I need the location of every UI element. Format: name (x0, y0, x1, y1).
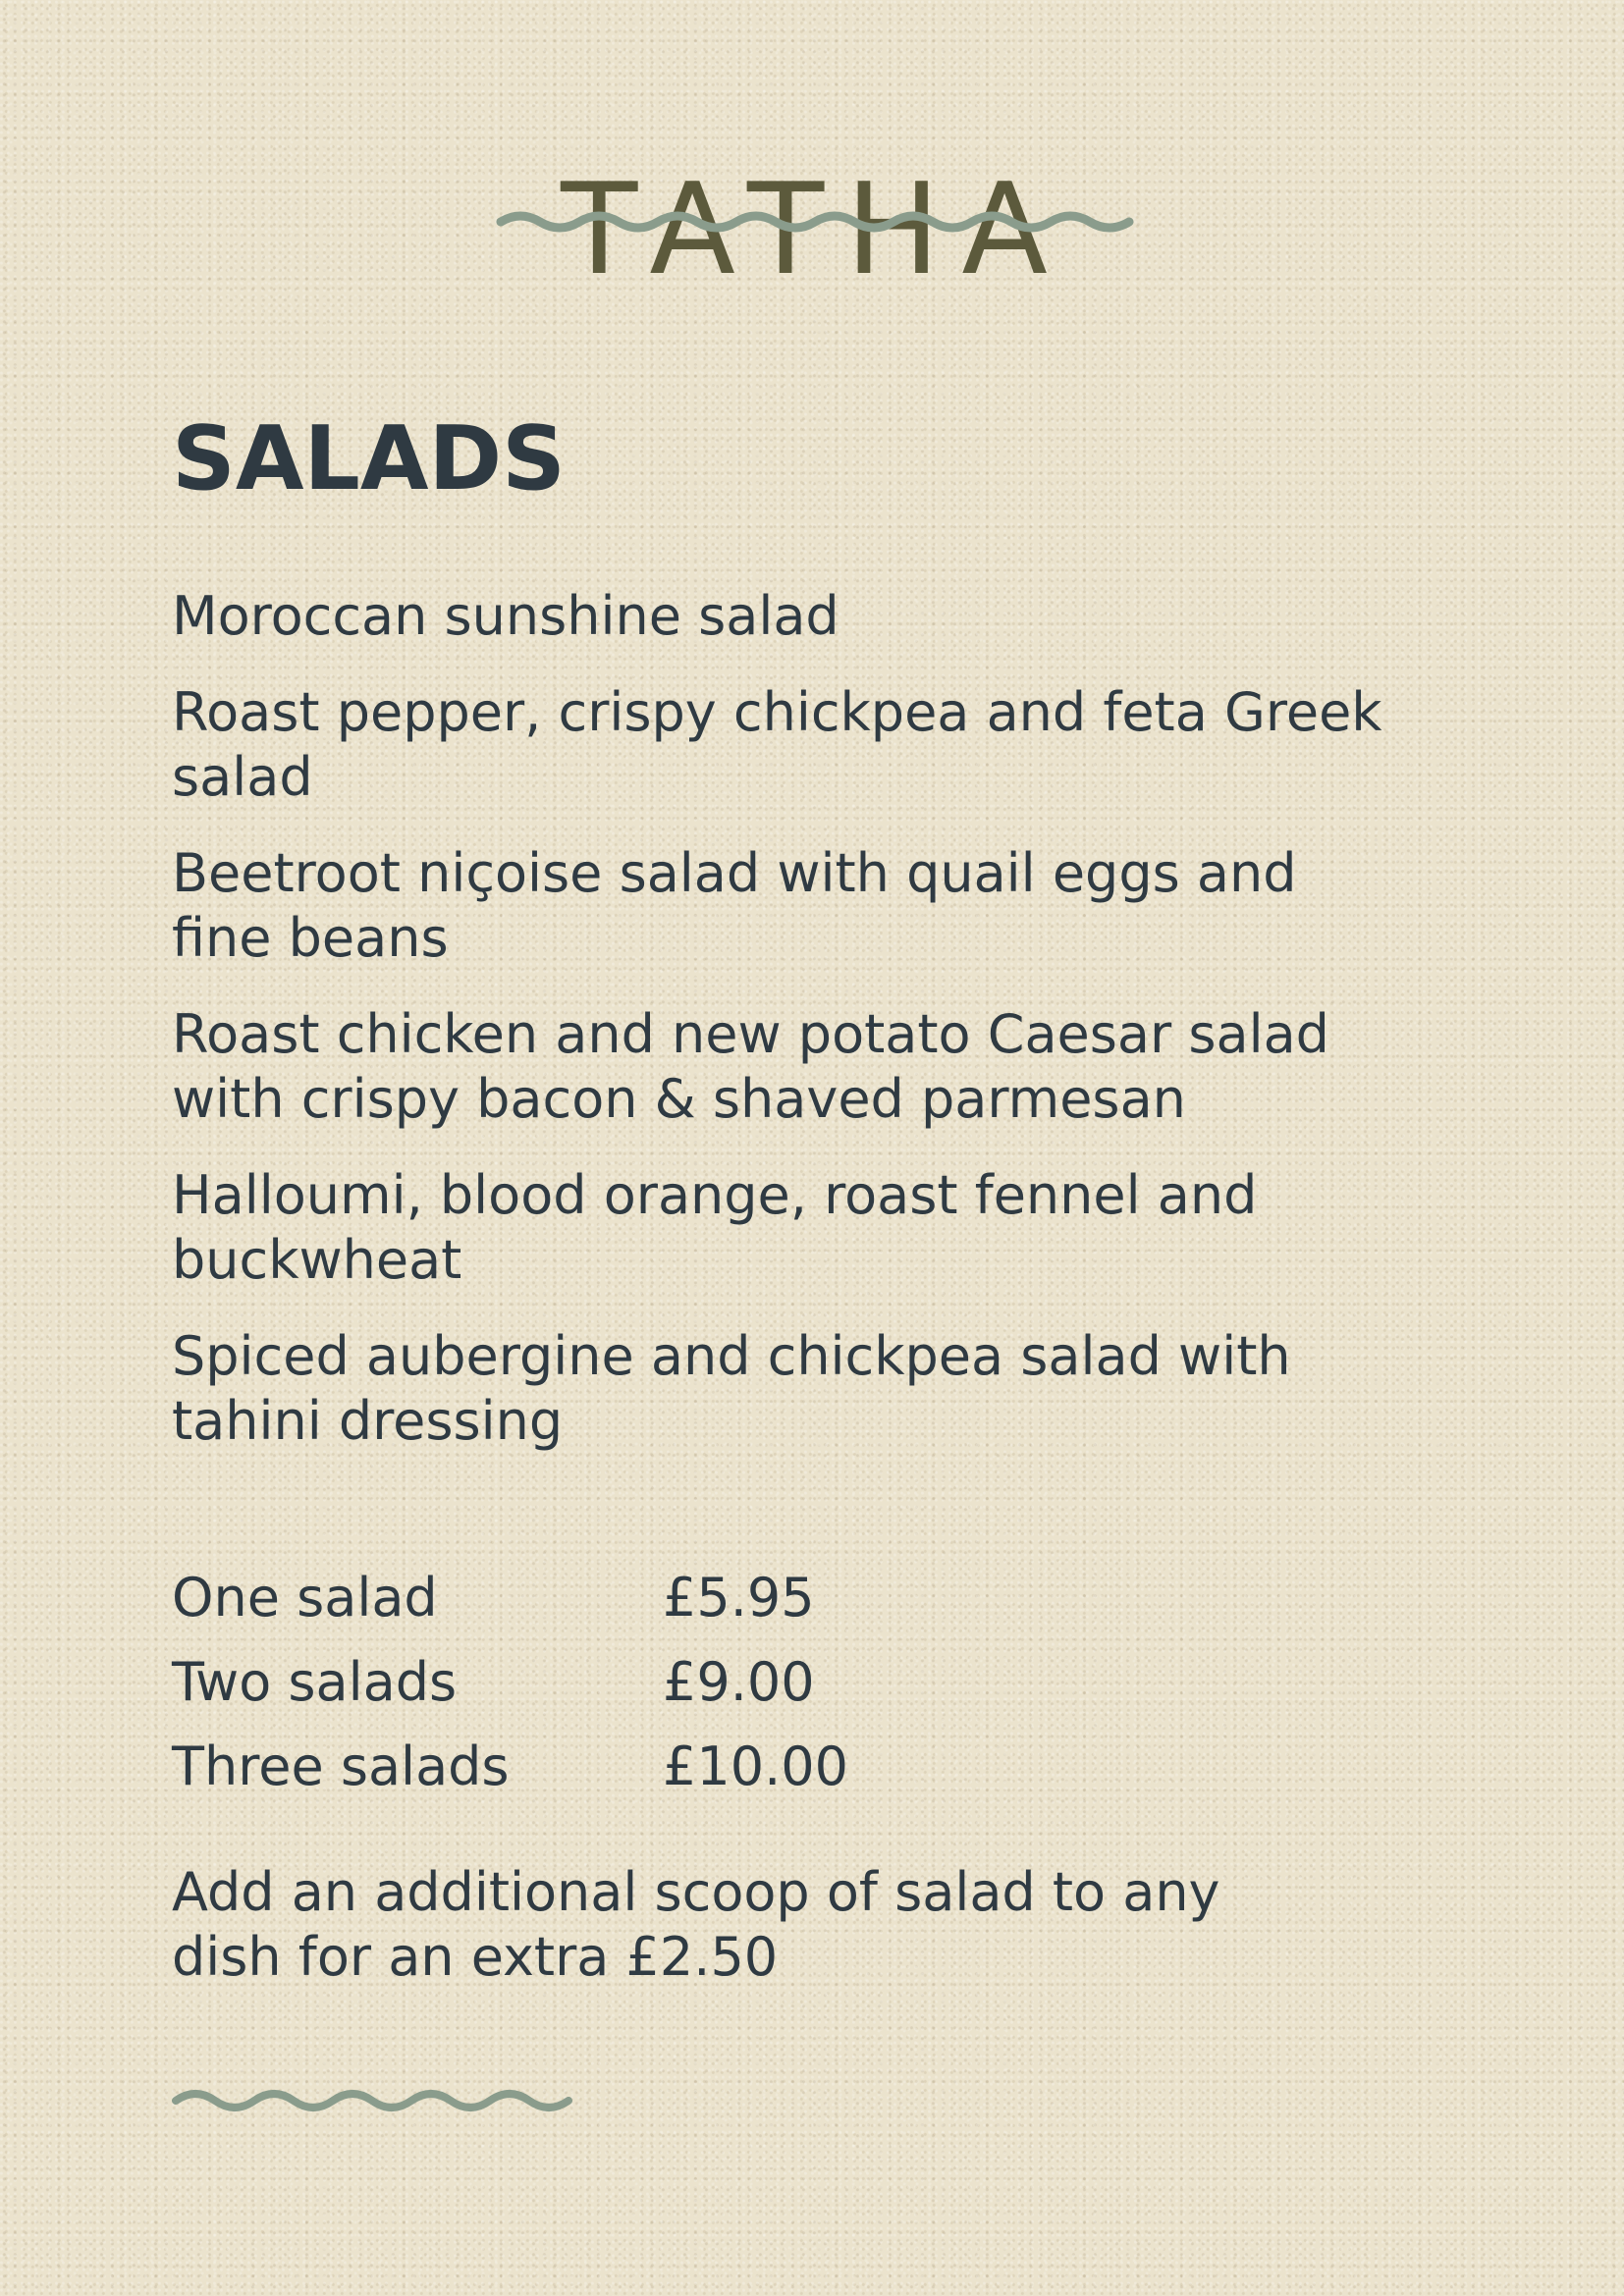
price-row (172, 1640, 957, 1725)
price-row (172, 1725, 957, 1809)
logo-wave-icon (496, 157, 1134, 303)
decorative-wave-icon (172, 2081, 574, 2120)
price-row (172, 1556, 957, 1640)
salad-item: Beetroot niçoise salad with quail eggs and fine beans (172, 842, 1297, 969)
price-value: £5.95 (663, 1567, 815, 1629)
salad-item: Moroccan sunshine salad (172, 585, 839, 647)
price-label: Two salads (172, 1651, 458, 1713)
price-label: One salad (172, 1567, 438, 1629)
salad-item: Halloumi, blood orange, roast fennel and buckwheat (172, 1164, 1258, 1291)
price-table (172, 1556, 957, 1809)
salad-item: Spiced aubergine and chickpea salad with tahini dressing (172, 1325, 1291, 1452)
price-value: £10.00 (663, 1735, 848, 1797)
price-label: Three salads (172, 1735, 510, 1797)
salad-list (172, 584, 1399, 1485)
brand-logo-text: TATHA (561, 157, 1069, 303)
salad-item: Roast pepper, crispy chickpea and feta Greek salad (172, 681, 1382, 808)
extra-scoop-note: Add an additional scoop of salad to any dish for an extra £2.50 (172, 1861, 1220, 1988)
price-value: £9.00 (663, 1651, 815, 1713)
page-title: SALADS (172, 407, 567, 510)
salad-item: Roast chicken and new potato Caesar salad with crispy bacon & shaved parmesan (172, 1003, 1329, 1130)
brand-logo (496, 157, 1134, 303)
